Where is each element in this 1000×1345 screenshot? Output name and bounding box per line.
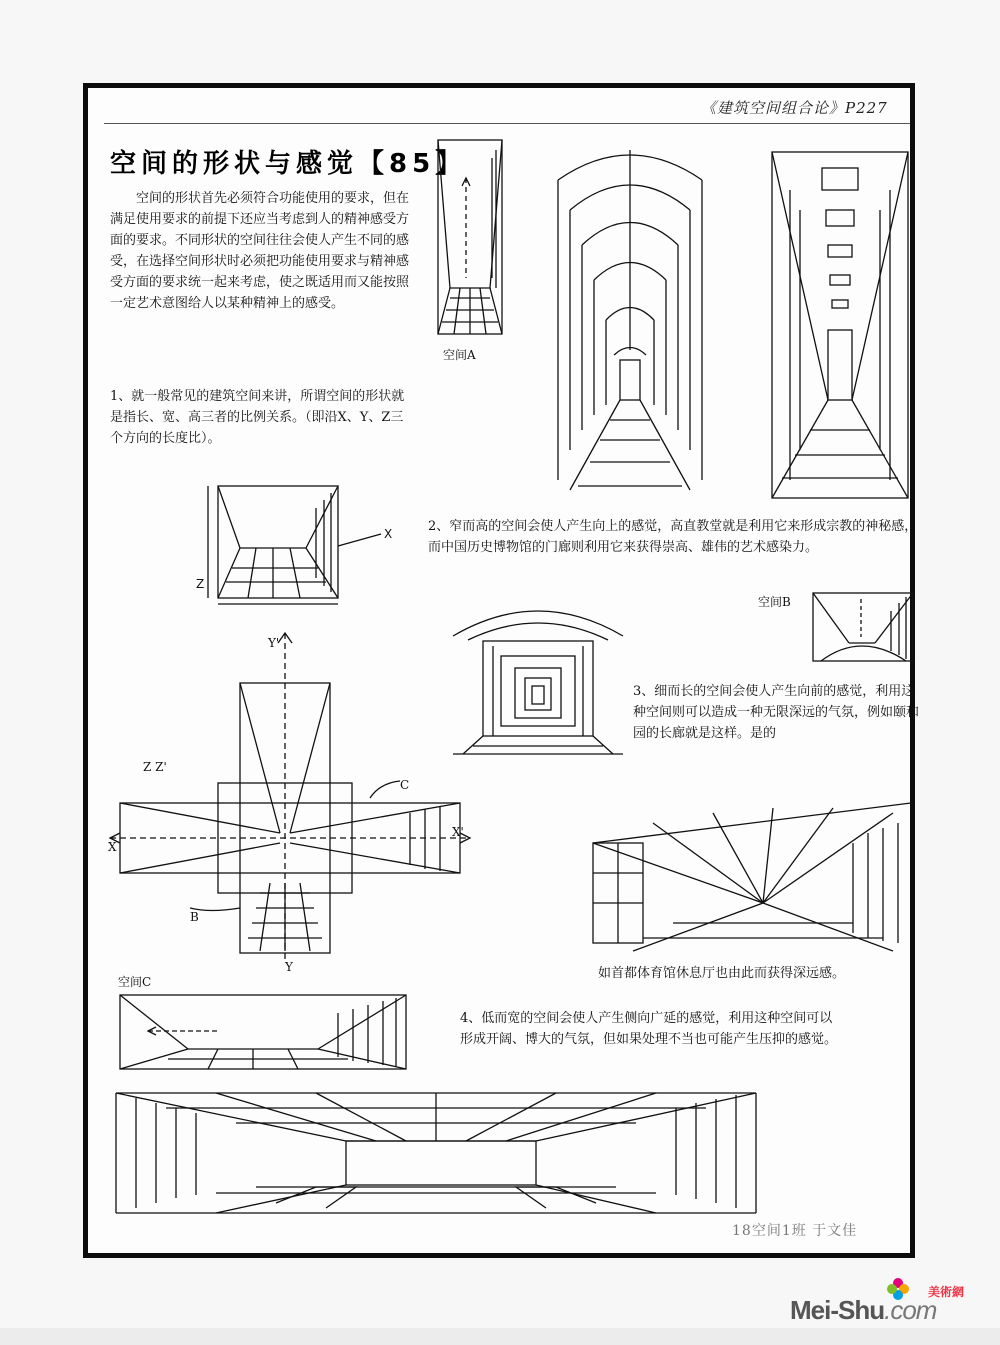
svg-text:X: X (384, 527, 393, 541)
space-b-sketch (811, 591, 916, 663)
space-b-caption: 空间B (758, 595, 791, 609)
svg-text:Z: Z (196, 577, 205, 591)
student-signature: 18空间1班 于文佳 (732, 1223, 858, 1239)
airport-caption: 如首都体育馆休息厅也由此而获得深远感。 (598, 966, 846, 981)
axis-x-prime-label: X' (452, 825, 464, 839)
axis-cross-sketch (110, 633, 480, 963)
mei-shu-logo[interactable] (790, 1283, 990, 1323)
intro-paragraph: 空间的形状首先必须符合功能使用的要求，但在满足使用要求的前提下还应当考虑到人的精神感受方面的要求。不同形状的空间往往会使人产生不同的感受，在选择空间形状时必须把功能使用要求与精神感受方面的要求统一起来考虑，使之既适用而又能按照一定艺术意图给人以某种精神上的感受。 (110, 191, 410, 311)
space-a-caption: 空间A (443, 348, 476, 362)
pavilion-corridor-sketch (453, 596, 623, 756)
point-4-text: 4、低而宽的空间会使人产生侧向广延的感觉，利用这种空间可以形成开阔、博大的气氛，但如果处理不当也可能产生压抑的感觉。 (460, 1011, 838, 1047)
cathedral-nave-sketch (550, 150, 710, 498)
museum-portico-sketch (770, 150, 910, 502)
axis-y-label: Y (285, 960, 293, 974)
point-3-text: 3、细而长的空间会使人产生向前的感觉，利用这种空间则可以造成一种无限深远的气氛，例如颐和园的长廊就是这样。是的 (633, 684, 920, 741)
xyz-box-sketch (196, 478, 396, 608)
logo-cn: 美術網 (928, 1285, 965, 1299)
point-2-text: 2、窄而高的空间会使人产生向上的感觉，高直教堂就是利用它来形成宗教的神秘感，而中国历史博物馆的门廊则利用它来获得崇高、雄伟的艺术感染力。 (428, 519, 918, 555)
logo-text (790, 1295, 936, 1326)
wide-hall-sketch (116, 1083, 756, 1228)
axis-y-prime-label: Y' (268, 636, 280, 650)
axis-b-label: B (190, 910, 199, 924)
page-title: 空间的形状与感觉【85】 (110, 149, 467, 179)
point-1-text: 1、就一般常见的建筑空间来讲，所谓空间的形状就是指长、宽、高三者的比例关系。（即沿X、Y、Z三个方向的长度比）。 (110, 389, 405, 446)
space-c-sketch (118, 993, 408, 1071)
space-a-sketch (436, 138, 506, 338)
sketch-page (83, 83, 920, 1258)
header-note: 《建筑空间组合论》P227 (701, 99, 888, 117)
bottom-bar (0, 1328, 1000, 1345)
axis-z-labels: Z Z' (143, 760, 167, 774)
space-c-caption: 空间C (118, 975, 152, 989)
airport-hall-sketch (593, 803, 911, 953)
logo-domain: .com (884, 1295, 937, 1325)
logo-brand: Mei-Shu (790, 1295, 885, 1325)
axis-x-label: X (108, 840, 117, 854)
axis-c-label: C (400, 778, 410, 792)
header-rule (104, 123, 910, 124)
